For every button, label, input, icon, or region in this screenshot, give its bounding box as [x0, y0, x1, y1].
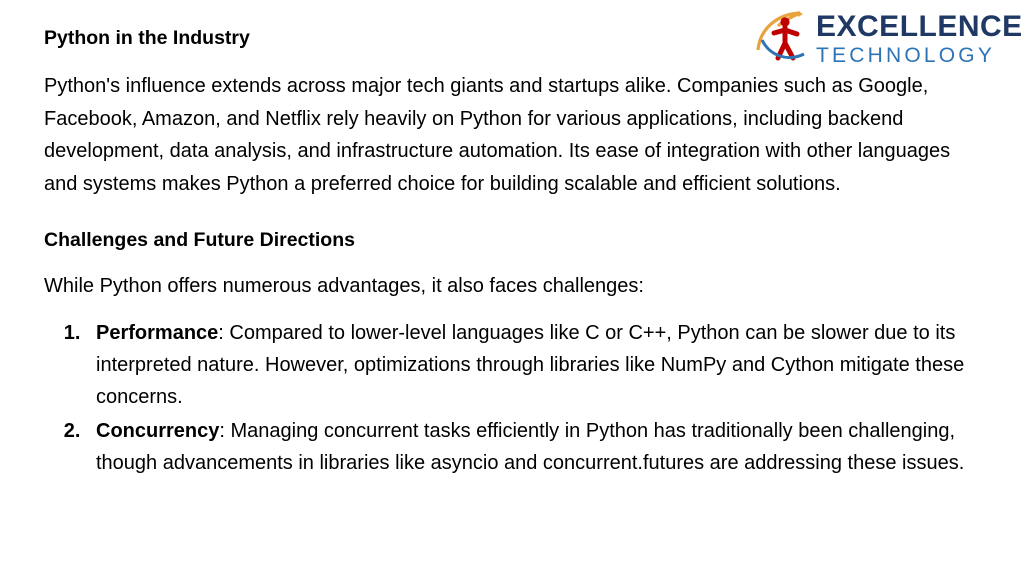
list-item-term: Concurrency: [96, 419, 220, 442]
excellence-technology-logo: [754, 8, 1023, 70]
logo-figure-icon: [754, 10, 812, 66]
heading-challenges-and-future-directions: Challenges and Future Directions: [44, 228, 355, 251]
list-item-text: : Compared to lower-level languages like C or C++, Python can be slower due to its interpreted nature. However, optimizations through libraries like NumPy and Cython mitigate these concerns.: [96, 321, 965, 409]
logo-primary-text: EXCELLENCE: [816, 10, 1023, 43]
paragraph-industry: Python's influence extends across major tech giants and startups alike. Companies such as Google, Facebook, Amazon, and Netflix rely heavily on Python for various applications, including backend development, data analysis, and infrastructure automation. Its ease of integration with other languages and systems makes Python a preferred choice for building scalable and efficient solutions.: [44, 75, 951, 195]
challenges-list: [44, 317, 980, 480]
list-item-term: Performance: [96, 321, 219, 344]
list-item: [86, 317, 980, 414]
list-item: [86, 415, 980, 480]
list-item-text: : Managing concurrent tasks efficiently in Python has traditionally been challenging, though advancements in libraries like asyncio and concurrent.futures are addressing these issues.: [96, 419, 965, 475]
logo-secondary-text: TECHNOLOGY: [816, 44, 996, 67]
paragraph-challenges-intro: While Python offers numerous advantages, it also faces challenges:: [44, 275, 644, 298]
heading-python-in-the-industry: Python in the Industry: [44, 27, 250, 49]
